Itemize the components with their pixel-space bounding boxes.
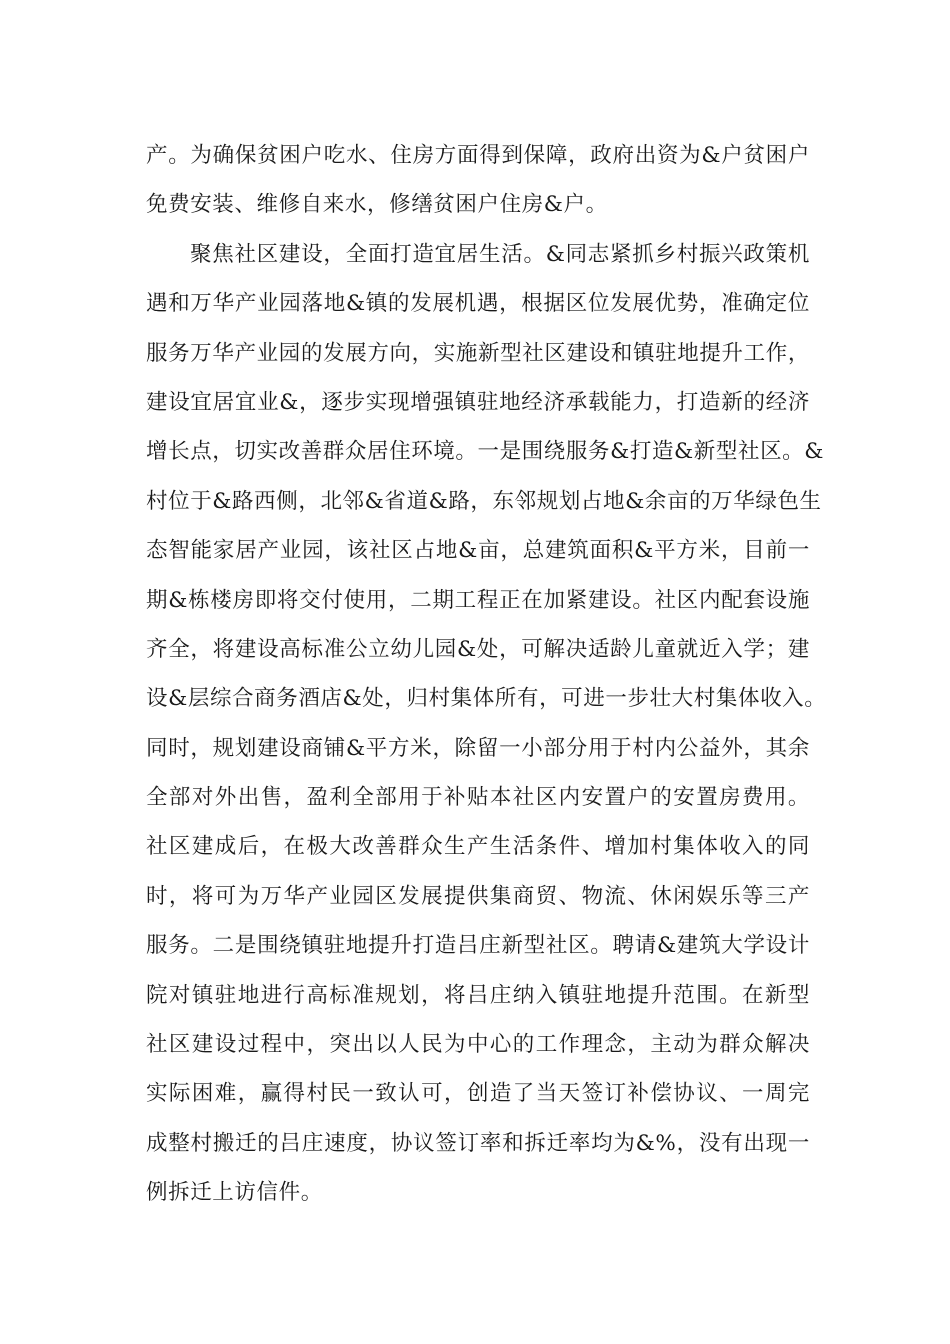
text-line: 免费安装、维修自来水，修缮贫困户住房&户。 [146,192,608,218]
text-line: 期&栋楼房即将交付使用，二期工程正在加紧建设。社区内配套设施 [146,587,810,613]
text-line: 产。为确保贫困户吃水、住房方面得到保障，政府出资为&户贫困户 [146,143,810,168]
text-line: 聚焦社区建设，全面打造宜居生活。&同志紧抓乡村振兴政策机 [190,241,810,267]
text-line: 院对镇驻地进行高标准规划，将吕庄纳入镇驻地提升范围。在新型 [146,982,810,1008]
text-line: 服务。二是围绕镇驻地提升打造吕庄新型社区。聘请&建筑大学设计 [146,933,810,959]
text-line: 服务万华产业园的发展方向，实施新型社区建设和镇驻地提升工作， [146,340,810,366]
text-line: 村位于&路西侧，北邻&省道&路，东邻规划占地&余亩的万华绿色生 [146,488,822,514]
text-line: 实际困难，赢得村民一致认可，创造了当天签订补偿协议、一周完 [146,1081,810,1107]
text-line: 设&层综合商务酒店&处，归村集体所有，可进一步壮大村集体收入。 [146,686,827,712]
text-line: 社区建设过程中，突出以人民为中心的工作理念，主动为群众解决 [146,1032,810,1058]
text-line: 全部对外出售，盈利全部用于补贴本社区内安置户的安置房费用。 [146,785,810,811]
text-line: 增长点，切实改善群众居住环境。一是围绕服务&打造&新型社区。& [146,439,825,465]
body-text [146,131,827,1218]
text-line: 时，将可为万华产业园区发展提供集商贸、物流、休闲娱乐等三产 [146,883,810,909]
text-line: 建设宜居宜业&，逐步实现增强镇驻地经济承载能力，打造新的经济 [146,389,810,415]
text-line: 同时，规划建设商铺&平方米，除留一小部分用于村内公益外，其余 [146,735,810,761]
text-line: 齐全，将建设高标准公立幼儿园&处，可解决适龄儿童就近入学；建 [146,636,810,662]
text-line: 例拆迁上访信件。 [146,1180,323,1206]
text-line: 态智能家居产业园，该社区占地&亩，总建筑面积&平方米，目前一 [146,538,810,564]
text-line: 遇和万华产业园落地&镇的发展机遇，根据区位发展优势，准确定位 [146,291,810,317]
text-line: 成整村搬迁的吕庄速度，协议签订率和拆迁率均为&%，没有出现一 [146,1130,810,1156]
text-line: 社区建成后，在极大改善群众生产生活条件、增加村集体收入的同 [146,834,810,860]
